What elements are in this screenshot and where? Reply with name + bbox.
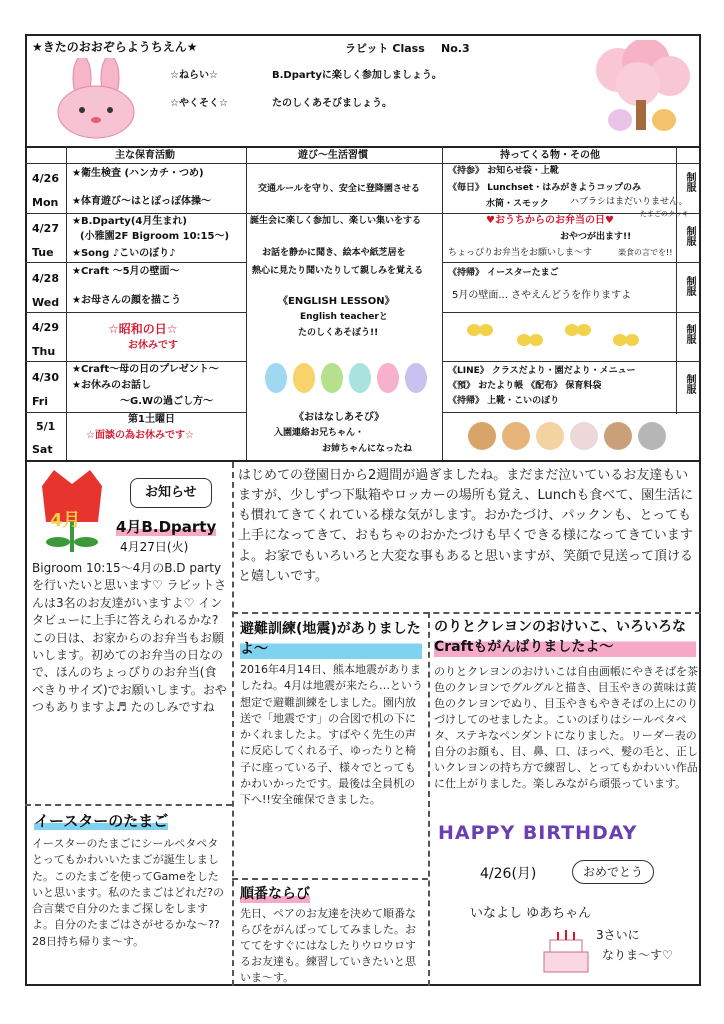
uniform-1: 制服 [684,172,695,192]
school-name: ★きたのおおぞらようちえん★ [32,40,198,54]
aim-label: ☆ねらい☆ [170,70,218,81]
date-2: 4/27 [32,222,59,235]
activity-4-1: ☆昭和の日☆ [108,322,178,336]
play-row-2a: 誕生会に楽しく参加し、楽しい集いをする [250,216,422,226]
rabbit-illustration [48,58,148,142]
story-line-1: 入園連絡お兄ちゃん・ [274,428,365,438]
dow-6: Sat [32,443,53,456]
promise-label: ☆やくそく☆ [170,98,228,109]
play-row-1: 交通ルールを守り、安全に登降園させる [258,184,420,194]
birthday-age-1: 3さいに [596,928,640,942]
tulip-text: 4月 [50,510,81,531]
order-body: 先日、ペアのお友達を決めて順番ならびをがんばってしてみました。おててをすぐにはなしたりウロウロするお友達も。練習していきたいと思いま～す。 [240,907,416,984]
crayon-body: のりとクレヨンのおけいこは自由画帳にやきそばを茶色のクレヨンでグルグルと描き、目玉やきの黄味は黄色のクレヨンでぬり、目玉やきもやきそばの上にのりづけしてのせましたよ。こいのぼりはシールペタペタ、ステキなペンダントになりました。リーダー表の自分のお顔も、目、鼻、口、ほっぺ、髪の毛と、正しいクレヨンの持ち方で練習し、とってもかわいい作品に仕上がりました。楽しみながら頑張っています。 [434,665,698,790]
birthday-name: いなよし ゆあちゃん [470,906,592,921]
animals-illustration [464,414,674,458]
intro-body: はじめての登園日から2週間が過ぎましたね。まだまだ泣いているお友達もいますが、少しずつ下駄箱やロッカーの場所も覚え、Lunchも食べて、園生活にも慣れてきてくれている様な気がします。おかたづけ、パックンも、とっても上手になってきて、おもちゃのおかたづけも早くできる様になってきていますよ。お家でもいろいろと大変な事もあると思いますが、笑顔で見送って頂けると嬉しいです。 [238,468,694,584]
bring-2b: おやつが出ます!! [560,232,632,242]
col-header-play: 遊び～生活習慣 [298,150,368,161]
activity-2-2: (小雅園2F Bigroom 10:15～) [80,231,230,242]
play-row-2c: 熱心に見たり聞いたりして親しみを覚える [252,266,424,276]
bring-2a: ♥おうちからのお弁当の日♥ [486,215,614,226]
birthday-date: 4/26(月) [480,866,537,882]
english-line-1: English teacherと [300,312,388,322]
activity-5-2: ★お休みのお話し [72,380,151,391]
butterflies-illustration [464,318,664,354]
notice-label: お知らせ [130,478,212,508]
header-divider [25,146,701,148]
dow-2: Tue [32,246,54,259]
bd-party-date: 4月27日(火) [120,540,189,554]
crayon-title: のりとクレヨンのおけいこ、いろいろなCraftもがんばりましたよ～ [434,618,696,657]
play-row-2b: お話を静かに聞き、絵本や紙芝居を [262,248,406,258]
activity-2-3: ★Song ♪こいのぼり♪ [72,248,176,259]
date-1: 4/26 [32,172,59,185]
english-line-2: たのしくあそぼう!! [298,328,379,338]
drill-title: 避難訓練(地震)がありましたよ～ [240,620,422,659]
date-3: 4/28 [32,272,59,285]
class-name: ラビット Class [345,42,425,55]
dow-3: Wed [32,296,60,309]
uniform-2: 制服 [684,226,695,246]
english-title: 《ENGLISH LESSON》 [278,296,395,307]
uniform-3: 制服 [684,276,695,296]
bring-2-note3: 楽食の言でを!! [618,248,673,257]
story-line-2: お姉ちゃんになったね [322,444,413,454]
bring-3a: 《持帰》 イースターたまご [448,268,559,278]
activity-6-1: 第1土曜日 [128,414,175,425]
activity-5-1: ★Craft～母の日のプレゼント～ [72,364,219,375]
activity-6-2: ☆面談の為お休みです☆ [86,430,194,441]
bring-5c: 《持帰》 上靴・こいのぼり [448,396,560,406]
order-title: 順番ならび [240,886,310,902]
easter-body: イースターのたまごにシールペタペタとってもかわいいたまごが誕生しました。このたまごを使ってGameをしたいと思います。私のたまごはどれだ?の合言葉で自分のたまご探しをしますよ。自分のたまごはさがせるかな～??28日持ち帰りま～す。 [32,837,224,948]
date-5: 4/30 [32,371,59,384]
bring-5a: 《LINE》 クラスだより・園だより・メニュー [448,366,636,376]
date-4: 4/29 [32,321,59,334]
bd-party-body: Bigroom 10:15～4月のB.D partyを行いたいと思います♡ ラビットさんは3名のお友達がいますよ♡ インタビューに上手に答えられるかな?この日は、お家からのお弁当もお願いします。初めてのお弁当の日なので、ほんのちょっぴりのお弁当(食べきりサイズ)でお願いします。おやつもありますよ♬ たのしみですね [32,561,227,715]
uniform-5: 制服 [684,374,695,394]
birthday-age-2: なりま～す♡ [602,948,673,962]
aim-text: B.Dpartyに楽しく参加しましょう。 [272,70,442,81]
bring-2-note2: たまごのクッキー [640,210,696,218]
bring-3-note: 5月の壁面... さやえんどうを作りますよ [452,290,632,301]
bd-party-title: 4月B.Dparty [116,518,217,536]
bring-1a: 《持参》 お知らせ袋・上靴 [448,166,559,176]
activity-4-2: お休みです [128,340,178,351]
story-title: 《おはなしあそび》 [294,412,385,423]
dow-4: Thu [32,345,56,358]
promise-text: たのしくあそびましょう。 [272,98,392,109]
easter-title: イースターのたまご [34,812,169,830]
activity-1-2: ★体育遊び～はとぽっぽ体操～ [72,196,211,207]
activity-1-1: ★衛生検査 (ハンカチ・つめ) [72,168,204,179]
uniform-4: 制服 [684,324,695,344]
tree-animals-illustration [588,40,693,140]
col-header-bring: 持ってくる物・その他 [500,150,600,161]
date-6: 5/1 [36,420,56,433]
bring-1-note: ハブラシはまだいりません。 [570,197,688,207]
bring-5b: 《預》 おたより帳 《配布》 保育料袋 [448,381,602,391]
congrats-bubble: おめでとう [572,860,654,884]
dow-5: Fri [32,395,49,408]
col-header-main: 主な保育活動 [115,150,175,161]
activity-3-2: ★お母さんの顔を描こう [72,295,181,306]
activity-3-1: ★Craft ～5月の壁面～ [72,266,180,277]
bring-1c: 水筒・スモック [486,199,549,209]
drill-body: 2016年4月14日、熊本地震がありましたね。4月は地震が来たら…という想定で避難訓練をしました。園内放送で「地震です」の合図で机の下にかくれましたよ。すばやく先生の声に反応してくれる子、ゆったりと椅子に座っている子、様々でとってもかわいかったです。最後は全員机の下へ!!安全確保できました。 [240,663,423,807]
bring-1b: 《毎日》 Lunchset・はみがきようコップのみ [448,183,642,193]
easter-eggs-illustration [262,350,432,396]
issue-number: No.3 [441,42,470,55]
activity-2-1: ★B.Dparty(4月生まれ) [72,216,187,227]
dow-1: Mon [32,196,59,209]
birthday-banner: HAPPY BIRTHDAY [438,822,638,844]
cake-illustration [536,928,596,978]
bring-2-note: ちょっぴりお弁当をお願いしま～す [448,248,593,258]
activity-5-3: ～G.Wの過ごし方～ [120,396,214,407]
